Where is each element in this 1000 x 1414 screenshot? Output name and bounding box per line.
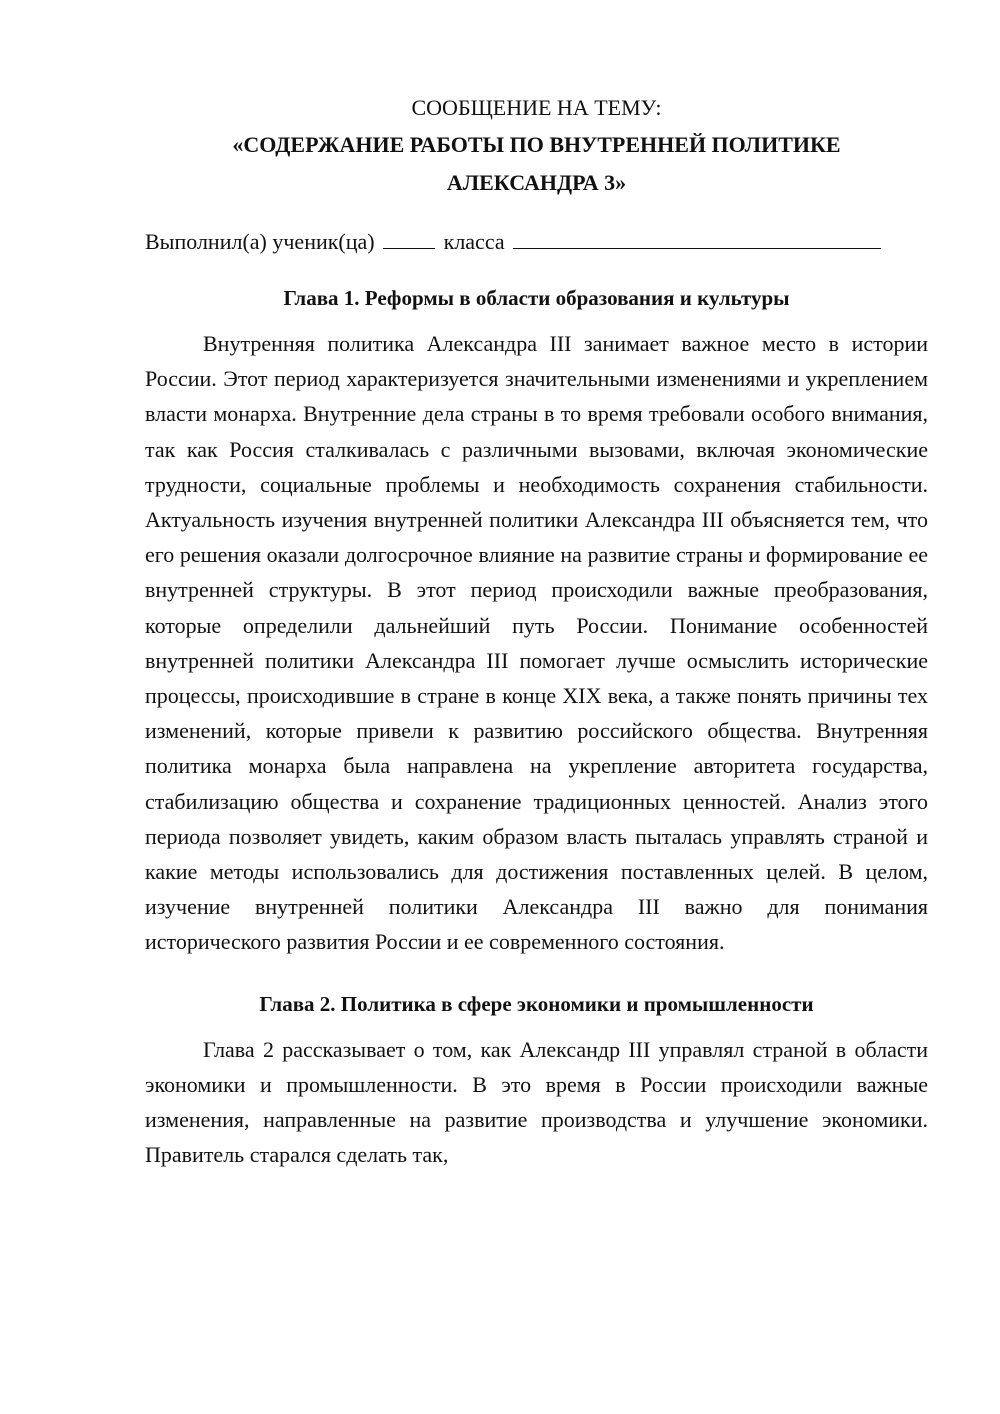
chapter-2-title: Глава 2. Политика в сфере экономики и промышленности <box>259 991 814 1016</box>
class-label: класса <box>443 229 505 254</box>
chapter-2-paragraph: Глава 2 рассказывает о том, как Александр III управлял страной в области экономики и промышленности. В это время в России происходили важные изменения, направленные на развитие производства и улучшение экономики. Правитель старался сделать так, <box>145 1036 928 1168</box>
document-title <box>145 126 928 202</box>
document-title-line: АЛЕКСАНДРА 3» <box>446 170 627 195</box>
document-label: СООБЩЕНИЕ НА ТЕМУ: <box>411 95 662 120</box>
document-title-line: «СОДЕРЖАНИЕ РАБОТЫ ПО ВНУТРЕННЕЙ ПОЛИТИКЕ <box>232 132 841 157</box>
signature-line <box>145 224 928 260</box>
class-number-blank <box>383 226 435 249</box>
chapter-1-paragraph: Внутренняя политика Александра III занимает важное место в истории России. Этот период характеризуется значительными изменениями и укреплением власти монарха. Внутренние дела страны в то время требовали особого внимания, так как Россия сталкивалась с различными вызовами, включая экономические трудности, социальные проблемы и необходимость сохранения стабильности. Актуальность изучения внутренней политики Александра III объясняется тем, что его решения оказали долгосрочное влияние на развитие страны и формирование ее внутренней структуры. В этот период происходили важные преобразования, которые определили дальнейший путь России. Понимание особенностей внутренней политики Александра III помогает лучше осмыслить исторические процессы, происходившие в стране в конце XIX века, а также понять причины тех изменений, которые привели к развитию российского общества. Внутренняя политика монарха была направлена на укрепление авторитета государства, стабилизацию общества и сохранение традиционных ценностей. Анализ этого периода позволяет увидеть, каким образом власть пыталась управлять страной и какие методы использовались для достижения поставленных целей. В целом, изучение внутренней политики Александра III важно для понимания исторического развития России и ее современного состояния. <box>145 331 928 955</box>
student-name-blank <box>513 226 881 249</box>
document-page <box>145 90 928 1172</box>
performed-by-label: Выполнил(а) ученик(ца) <box>145 229 375 254</box>
chapter-1-title: Глава 1. Реформы в области образования и культуры <box>283 286 790 310</box>
